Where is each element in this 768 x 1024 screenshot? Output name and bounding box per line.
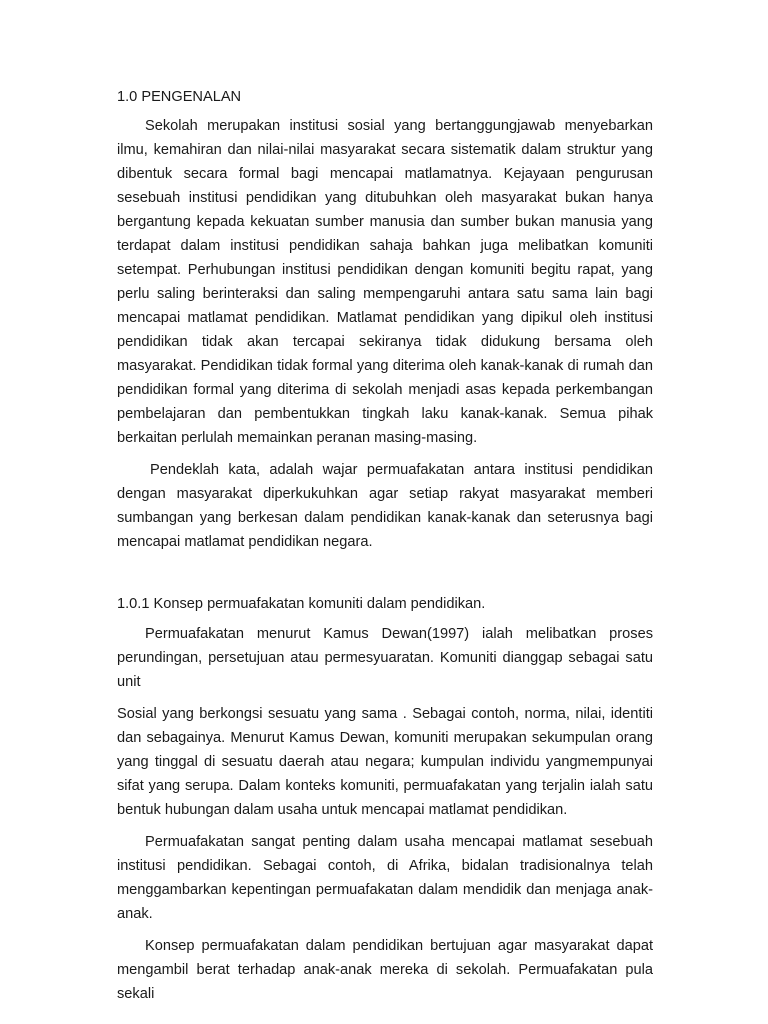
concept-paragraph-3: Permuafakatan sangat penting dalam usaha mencapai matlamat sesebuah institusi pendidikan. Sebagai contoh, di Afrika, bidalan tradisionalnya telah menggambarkan kepentingan permuafakatan dalam mendidik dan menjaga anak-anak. <box>117 834 653 922</box>
intro-paragraph-1: Sekolah merupakan institusi sosial yang bertanggungjawab menyebarkan ilmu, kemahiran dan nilai-nilai masyarakat secara sistematik dalam struktur yang dibentuk secara formal bagi mencapai matlamatnya. Kejayaan pengurusan sesebuah institusi pendidikan yang ditubuhkan oleh masyarakat bukan hanya bergantung kepada kekuatan sumber manusia dan sumber bukan manusia yang terdapat dalam institusi pendidikan sahaja bahkan juga melibatkan komuniti setempat. Perhubungan institusi pendidikan dengan komuniti begitu rapat, yang perlu saling berinteraksi dan saling mempengaruhi antara satu sama lain bagi mencapai matlamat pendidikan. Matlamat pendidikan yang dipikul oleh institusi pendidikan tidak akan tercapai sekiranya tidak didukung bersama oleh masyarakat. Pendidikan tidak formal yang diterima oleh kanak-kanak di rumah dan pendidikan formal yang diterima di sekolah menjadi asas kepada perkembangan pembelajaran dan pembentukkan tingkah laku kanak-kanak. Semua pihak berkaitan perlulah memainkan peranan masing-masing. <box>117 118 653 446</box>
intro-paragraph-2: Pendeklah kata, adalah wajar permuafakatan antara institusi pendidikan dengan masyarakat diperkukuhkan agar setiap rakyat masyarakat memberi sumbangan yang berkesan dalam pendidikan kanak-kanak dan seterusnya bagi mencapai matlamat pendidikan negara. <box>117 462 653 550</box>
concept-paragraph-2: Sosial yang berkongsi sesuatu yang sama . Sebagai contoh, norma, nilai, identiti dan sebagainya. Menurut Kamus Dewan, komuniti merupakan sekumpulan orang yang tinggal di sesuatu daerah atau negara; kumpulan individu yangmempunyai sifat yang serupa. Dalam konteks komuniti, permuafakatan yang terjalin ialah satu bentuk hubungan dalam usaha untuk mencapai matlamat pendidikan. <box>117 706 653 818</box>
concept-paragraph-1: Permuafakatan menurut Kamus Dewan(1997) ialah melibatkan proses perundingan, persetujuan atau permesyuaratan. Komuniti dianggap sebagai satu unit <box>117 626 653 690</box>
concept-paragraph-4: Konsep permuafakatan dalam pendidikan bertujuan agar masyarakat dapat mengambil berat terhadap anak-anak mereka di sekolah. Permuafakatan pula sekali <box>117 938 653 1002</box>
section-spacer <box>117 562 653 592</box>
section-heading: 1.0 PENGENALAN <box>117 89 242 105</box>
document-body <box>117 85 653 1014</box>
subsection-heading: 1.0.1 Konsep permuafakatan komuniti dalam pendidikan. <box>117 596 486 612</box>
